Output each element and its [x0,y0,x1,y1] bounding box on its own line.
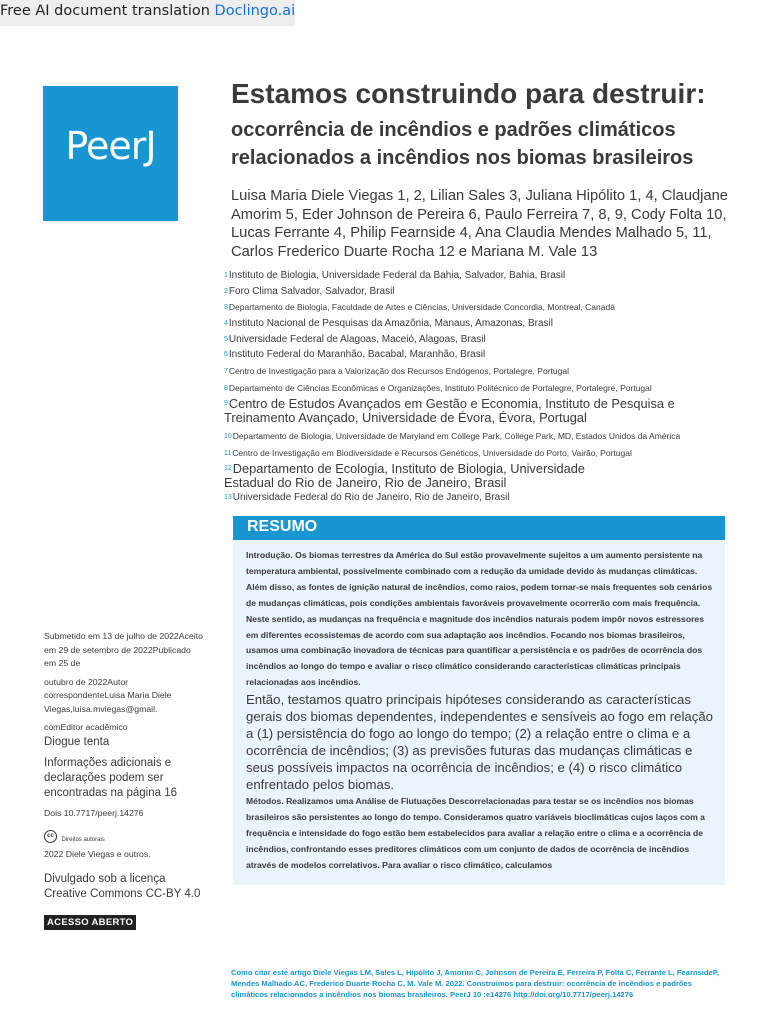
abstract-text [246,548,716,874]
citation: Como citar este artigo Diele Viegas LM, Sales L, Hipólito J, Amorim C, Johnson de Pereira E, Ferreira P, Folta C, Ferrante L, FearnsideP, Mendes Malhado AC, Frederico Duarte Rocha C, M. Vale M. 2022. Construímos para destruir: ocorrência de incêndios e padrões climáticos relacionados a incêndios nos biomas brasileiros. PeerJ 10 :e14276 http://doi.org/10.7717/peerj.14276 [231,968,719,999]
affiliation-item [224,380,734,397]
affiliation-item [224,363,734,380]
rights-label: Direitos autorais [61,837,105,843]
abstract-heading-bar [233,516,725,540]
affiliation-item [224,490,734,506]
additional-info: Informações adicionais e declarações podem ser encontradas na página 16 [44,756,177,799]
affiliation-number: 12 [224,464,232,472]
translation-banner [0,0,295,26]
affiliation-text: Instituto Federal do Maranhão, Bacabal, Maranhão, Brasil [228,349,486,360]
affiliation-item [224,462,634,490]
affiliation-text: Departamento de Biologia, Faculdade de Artes e Ciências, Universidade Concordia, Montreal, Canadá [228,302,615,312]
affiliation-item [224,316,734,332]
affiliation-text: Instituto de Biologia, Universidade Federal da Bahia, Salvador, Bahia, Brasil [228,270,566,281]
abstract-paragraph-methods: Métodos. Realizamos uma Análise de Flutuações Descorrelacionadas para testar se os incêndios nos biomas brasileiros são persistentes ao longo do tempo. Consideramos quatro variáveis bioclimáticas cujos laços com a frequência e intensidade do fogo estão bem estabelecidos para avaliar a relação entre o clima e a ocorrência de incêndios, confrontando esses preditores climáticos com um conjunto de dados de ocorrência de incêndios através de modelos correlativos. Para avaliar o risco climático, calculamos [246,796,705,870]
affiliation-text: Universidade Federal de Alagoas, Maceió, Alagoas, Brasil [228,333,486,345]
abstract-paragraph-hypotheses: Então, testamos quatro principais hipóteses considerando as características gerais dos biomas dependentes, independentes e sensíveis ao fogo em relação a (1) persistência do fogo ao longo do tempo; (2) a relação entre o clima e a ocorrência de incêndios; (3) as previsões futuras das mudanças climáticas e seus possíveis impactos na ocorrência de incêndios; e (4) o risco climático enfrentado pelos biomas. [246,692,714,793]
affiliation-item [224,347,734,363]
affiliation-text: Instituto Nacional de Pesquisas da Amazônia, Manaus, Amazonas, Brasil [228,318,553,329]
affiliation-item [224,428,734,445]
doclingo-link[interactable]: Doclingo.ai [214,3,296,19]
banner-text: Free AI document translation [0,3,215,19]
affiliation-number: 13 [224,493,232,501]
affiliation-number: 11 [224,449,232,457]
affiliation-text: Departamento de Biologia, Universidade de Maryland em College Park, College Park, MD, Estados Unidos da América [232,430,681,441]
article-title: Estamos construindo para destruir: [231,78,706,109]
affiliation-text: Departamento de Ciências Econômicas e Organizações, Instituto Politécnico de Portalegre, Portalegre, Portugal [228,382,652,393]
affiliation-number: 8 [224,384,228,392]
editor-name: Diogue tenta [44,735,110,748]
abstract-box [233,540,725,885]
affiliation-item [224,397,734,425]
affiliation-item [224,268,734,284]
affiliation-number: 5 [224,335,228,343]
author-list: Luisa Maria Diele Viegas 1, 2, Lilian Sales 3, Juliana Hipólito 1, 4, Claudjane Amorim 5, Eder Johnson de Pereira 6, Paulo Ferreira 7, 8, 9, Cody Folta 10, Lucas Ferrante 4, Philip Fearnside 4, Ana Claudia Mendes Malhado 5, 11, Carlos Frederico Duarte Rocha 12 e Mariana M. Vale 13 [231,188,728,260]
article-subtitle: occorrência de incêndios e padrões climáticos relacionados a incêndios nos biomas brasileiros [231,119,694,169]
affiliation-text: Centro de Investigação para a Valorização dos Recursos Endógenos, Portalegre, Portugal [228,365,569,376]
submission-dates: Submetido em 13 de julho de 2022Aceito em 29 de setembro de 2022Publicado em 25 de [44,631,203,668]
editor-label: comEditor acadêmico [44,722,128,732]
affiliation-text: Universidade Federal do Rio de Janeiro, Rio de Janeiro, Brasil [232,491,510,503]
corresponding-author: outubro de 2022Autor correspondenteLuisa Maria Diele Viegas,luisa.mviegas@gmail. [44,676,172,714]
affiliation-number: 10 [224,432,232,440]
affiliation-number: 1 [224,272,228,279]
article-sidebar [44,630,204,930]
affiliation-item [224,445,734,462]
affiliation-number: 2 [224,287,228,295]
affiliation-number: 6 [224,351,228,358]
doi: Dois 10.7717/peerj.14276 [44,807,144,818]
abstract-heading: RESUMO [247,518,318,535]
affiliation-number: 7 [224,367,228,375]
affiliation-number: 4 [224,320,228,327]
logo-text: PeerJ [65,124,156,168]
rights-line [44,828,204,846]
affiliation-number: 3 [224,304,228,311]
affiliation-text: Foro Clima Salvador, Salvador, Brasil [228,285,395,297]
affiliation-text: Departamento de Ecologia, Instituto de Biologia, Universidade Estadual do Rio de Janeiro, Rio de Janeiro, Brasil [224,460,585,490]
affiliation-text: Centro de Investigação em Biodiversidade e Recursos Genéticos, Universidade do Porto, Vairão, Portugal [232,447,632,458]
affiliations-list [224,268,734,505]
affiliation-number: 9 [224,399,228,407]
open-access-badge: ACESSO ABERTO [44,915,136,930]
creative-commons-icon: cc [44,830,57,843]
abstract-paragraph-intro: Introdução. Os biomas terrestres da América do Sul estão provavelmente sujeitos a um aumento persistente na temperatura ambiental, possivelmente combinado com a redução da umidade devido às mudanças climáticas. Além disso, as fontes de ignição natural de incêndios, como raios, podem tornar-se mais frequentes sob cenários de mudanças climáticas, pois condições ambientais favoráveis provavelmente ocorrerão com mais frequência. Neste sentido, as mudanças na frequência e magnitude dos incêndios naturais podem impôr novos estressores em diferentes ecossistemas de acordo com sua adaptação aos incêndios. Focando nos biomas brasileiros, usamos uma combinação inovadora de técnicas para quantificar a persistência e os padrões de ocorrência dos incêndios ao longo do tempo e avaliar o risco climático considerando características climáticas principais relacionadas aos incêndios. [246,550,713,688]
affiliation-item [224,299,734,316]
license: Divulgado sob a licença Creative Commons CC-BY 4.0 [44,872,201,900]
affiliation-text: Centro de Estudos Avançados em Gestão e Economia, Instituto de Pesquisa e Treinamento Avançado, Universidade de Évora, Évora, Portugal [224,395,675,425]
affiliation-item [224,284,734,300]
affiliation-item [224,332,734,348]
open-access-wrap [44,912,204,930]
peerj-logo [43,86,178,221]
copyright: 2022 Diele Viegas e outros. [44,849,151,859]
